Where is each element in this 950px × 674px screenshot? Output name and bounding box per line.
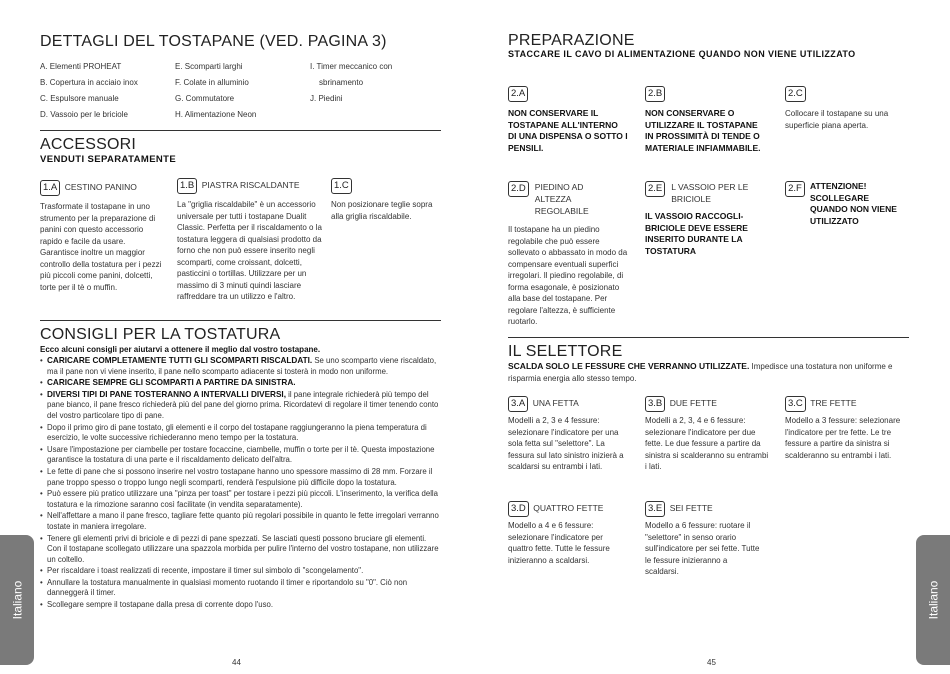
- tip-text: Per riscaldare i toast realizzati di recente, impostare il timer sul simbolo di "scongelamento".: [47, 566, 364, 576]
- part-item: H. Alimentazione Neon: [175, 110, 257, 119]
- part-item: D. Vassoio per le briciole: [40, 110, 128, 119]
- tip-text: Annullare la tostatura manualmente in qualsiasi momento ruotando il timer e riportandolo su "0". Ciò non danneggerà il timer.: [47, 577, 408, 598]
- language-tab: [0, 535, 34, 665]
- part-item: F. Colate in alluminio: [175, 78, 249, 87]
- part-item: G. Commutatore: [175, 94, 235, 103]
- accessory-label: PIASTRA RISCALDANTE: [201, 180, 300, 190]
- figure-badge: 3.C: [785, 396, 806, 412]
- prep-label: L VASSOIO PER LE BRICIOLE: [671, 182, 749, 204]
- selector-text: Modelli a 2, 3, 4 e 6 fessure: selezionare l'indicatore per due fette. Le due fessure a partire da sinistra si scalderanno su entrambi i lati.: [645, 416, 769, 471]
- selector-text: Modello a 3 fessure: selezionare l'indicatore per tre fette. Le tre fessure a partire da sinistra si scalderanno su entrambi i lati.: [785, 416, 901, 460]
- selector-3b: [645, 393, 770, 473]
- list-item: • Scollegare sempre il tostapane dalla presa di corrente dopo l'uso.: [40, 600, 273, 610]
- figure-badge: 2.F: [785, 181, 805, 197]
- list-item: • Può essere più pratico utilizzare una "pinza per toast" per tostare i pezzi più piccoli. L'inserimento, la verifica della tostatura e la rimozione saranno così facilitate (in vendita separatamente).: [40, 489, 439, 509]
- figure-badge: 1.A: [40, 180, 60, 196]
- section-subtitle-accessories: VENDUTI SEPARATAMENTE: [40, 154, 177, 165]
- accessory-text: La "griglia riscaldabile" è un accessorio universale per tutti i tostapane Dualit Classic. Perfetta per il riscaldamento o la tostatura leggera di qualsiasi prodotto da forno che non può essere inserito negli scomparti, come croissant, dolcetti, pasticcini o tortillas. Utilizzare per un massimo di 3 minuti quindi lasciare raffreddare tra un utilizzo e l'altro.: [177, 200, 322, 301]
- selector-intro-bold: SCALDA SOLO LE FESSURE CHE VERRANNO UTILIZZATE.: [508, 361, 750, 371]
- page-number: 44: [232, 658, 241, 667]
- prep-2b: [645, 83, 763, 154]
- prep-warning: IL VASSOIO RACCOGLI-BRICIOLE DEVE ESSERE INSERITO DURANTE LA TOSTATURA: [645, 211, 748, 256]
- prep-2f: [785, 181, 910, 227]
- tip-text: Nell'affettare a mano il pane fresco, tagliare fette quanto più regolari possibile in quanto le fette irregolari verranno tostate in maniera irregolare.: [47, 511, 439, 531]
- selector-text: Modelli a 2, 3 e 4 fessure: selezionare l'indicatore per una sola fetta sul "selettore". La fessura sul lato sinistro inizierà a scaldarsi su entrambi i lati.: [508, 416, 624, 471]
- selector-label: UNA FETTA: [532, 398, 579, 408]
- part-item: B. Copertura in acciaio inox: [40, 78, 138, 87]
- prep-warning: NON CONSERVARE O UTILIZZARE IL TOSTAPANE IN PROSSIMITÀ DI TENDE O MATERIALE INFIAMMABILE.: [645, 108, 761, 153]
- tip-bold: CARICARE COMPLETAMENTE TUTTI GLI SCOMPARTI RISCALDATI.: [47, 356, 313, 365]
- part-item: I. Timer meccanico con: [310, 62, 393, 71]
- figure-badge: 1.B: [177, 178, 197, 194]
- list-item: • Dopo il primo giro di pane tostato, gli elementi e il corpo del tostapane raggiungeranno la piena temperatura di esercizio, le volte successive richiederanno meno tempo per la tostatura.: [40, 422, 427, 443]
- divider: [508, 337, 909, 338]
- list-item: • Annullare la tostatura manualmente in qualsiasi momento ruotando il timer e riportandolo su "0". Ciò non danneggerà il timer.: [40, 577, 408, 598]
- language-tab-label: Italiano: [10, 580, 25, 620]
- part-item: C. Espulsore manuale: [40, 94, 119, 103]
- tips-intro: Ecco alcuni consigli per aiutarvi a ottenere il meglio dal vostro tostapane.: [40, 345, 321, 354]
- prep-warning: NON CONSERVARE IL TOSTAPANE ALL'INTERNO DI UNA DISPENSA O SOTTO I PENSILI.: [508, 108, 628, 153]
- tip-text: Può essere più pratico utilizzare una "pinza per toast" per tostare i pezzi più piccoli. L'inserimento, la verifica della tostatura e la rimozione saranno così facilitate (in vendita separatamente).: [47, 489, 439, 509]
- figure-badge: 2.A: [508, 86, 528, 102]
- accessory-label: CESTINO PANINO: [64, 182, 137, 192]
- figure-badge: 1.C: [331, 178, 352, 194]
- accessory-1b: [177, 175, 324, 303]
- figure-badge: 2.D: [508, 181, 529, 197]
- prep-2e: [645, 181, 770, 257]
- list-item: • DIVERSI TIPI DI PANE TOSTERANNO A INTERVALLI DIVERSI, il pane integrale richiederà più tempo del pane bianco, il pane fresco richiederà più del pane del giorno prima. Ricordatevi di regolare il timer tenendo conto del vostro particolare tipo di pane.: [40, 389, 439, 420]
- list-item: • Per riscaldare i toast realizzati di recente, impostare il timer sul simbolo di "scongelamento".: [40, 566, 364, 576]
- prep-text: Collocare il tostapane su una superficie piana aperta.: [785, 109, 889, 130]
- selector-3e: [645, 498, 760, 578]
- tips-list: [40, 356, 442, 612]
- selector-intro-text: Impedisce una tostatura non uniforme e risparmia energia allo stesso tempo.: [508, 362, 893, 383]
- selector-text: Modello a 6 fessure: ruotare il "selettore" in senso orario sull'indicatore per sei fette. Tutte le fessure inizieranno a scaldarsi.: [645, 521, 760, 576]
- list-item: • Le fette di pane che si possono inserire nel vostro tostapane hanno uno spessore massimo di 28 mm. Forzare il pane troppo spesso o troppo lungo negli scomparti, renderà l'espulsione più difficile dopo la tostatura.: [40, 466, 433, 487]
- page-title-preparation: PREPARAZIONE: [508, 32, 635, 49]
- section-title-accessories: ACCESSORI: [40, 136, 137, 153]
- prep-2d: [508, 181, 630, 328]
- section-title-tips: CONSIGLI PER LA TOSTATURA: [40, 326, 281, 343]
- list-item: • CARICARE SEMPRE GLI SCOMPARTI A PARTIRE DA SINISTRA.: [40, 378, 296, 388]
- figure-badge: 2.C: [785, 86, 806, 102]
- list-item: • CARICARE COMPLETAMENTE TUTTI GLI SCOMPARTI RISCALDATI. Se uno scomparto viene riscaldato, ma il pane non vi viene inserito, il pane nello scomparto adiacente si tosterà in modo non uniforme.: [40, 356, 437, 376]
- figure-badge: 2.E: [645, 181, 665, 197]
- figure-badge: 2.B: [645, 86, 665, 102]
- selector-text: Modello a 4 e 6 fessure: selezionare l'indicatore per quattro fette. Tutte le fessure inizieranno a scaldarsi.: [508, 521, 610, 565]
- tip-text: Dopo il primo giro di pane tostato, gli elementi e il corpo del tostapane raggiungeranno la piena temperatura di esercizio, le volte successive richiederanno meno tempo per la tostatura.: [47, 422, 427, 443]
- selector-3d: [508, 498, 630, 566]
- tip-text: il pane integrale richiederà più tempo del pane bianco, il pane fresco richiederà più del pane del giorno prima. Ricordatevi di regolare il timer tenendo conto del vostro particolare tipo di pane.: [47, 389, 439, 420]
- list-item: • Tenere gli elementi privi di briciole e di pezzi di pane spezzati. Se lasciati questi possono bruciare gli elementi. Con il tostapane scollegato utilizzare una spazzola morbida per pulire l'interno del vostro tostapane, non utilizzare un coltello.: [40, 533, 439, 564]
- tip-text: Tenere gli elementi privi di briciole e di pezzi di pane spezzati. Se lasciati questi possono bruciare gli elementi. Con il tostapane scollegato utilizzare una spazzola morbida per pulire l'interno del vostro tostapane, non utilizzare un coltello.: [47, 533, 439, 564]
- selector-intro: [508, 361, 913, 384]
- selector-label: QUATTRO FETTE: [533, 503, 604, 513]
- prep-text: Il tostapane ha un piedino regolabile che può essere sollevato o abbassato in modo da compensare eventuali superfici irregolari. Il piedino regolabile, di forma esagonale, è posizionato alla base del tostapane. Per regolare l'altezza, è sufficiente ruotarlo.: [508, 225, 628, 326]
- language-tab: [916, 535, 950, 665]
- page-number: 45: [707, 658, 716, 667]
- figure-badge: 3.D: [508, 501, 529, 517]
- parts-list-col3: [310, 59, 440, 107]
- page-title-details: DETTAGLI DEL TOSTAPANE (VED. PAGINA 3): [40, 33, 387, 50]
- list-item: • Nell'affettare a mano il pane fresco, tagliare fette quanto più regolari possibile in quanto le fette irregolari verranno tostate in maniera irregolare.: [40, 511, 439, 531]
- parts-list-col2: [175, 59, 305, 123]
- tip-bold: DIVERSI TIPI DI PANE TOSTERANNO A INTERVALLI DIVERSI,: [47, 389, 286, 399]
- accessory-1a: [40, 177, 165, 293]
- prep-label: PIEDINO AD ALTEZZA REGOLABILE: [534, 182, 589, 216]
- figure-badge: 3.E: [645, 501, 665, 517]
- selector-label: TRE FETTE: [810, 398, 857, 408]
- tip-text: Se uno scomparto viene riscaldato, ma il pane non vi viene inserito, il pane nello scomparto adiacente si tosterà in modo non uniforme.: [47, 356, 437, 376]
- list-item: • Usare l'impostazione per ciambelle per tostare focaccine, ciambelle, muffin o torte per il tè. Questa impostazione garantisce la tostatura di una parte e il riscaldamento delicato dell'altra.: [40, 444, 435, 465]
- selector-3a: [508, 393, 630, 473]
- selector-3c: [785, 393, 910, 461]
- language-tab-label: Italiano: [926, 580, 941, 620]
- accessory-text: Non posizionare teglie sopra alla griglia riscaldabile.: [331, 200, 433, 221]
- part-item: J. Piedini: [310, 94, 343, 103]
- part-item: A. Elementi PROHEAT: [40, 62, 122, 71]
- tip-text: Usare l'impostazione per ciambelle per tostare focaccine, ciambelle, muffin o torte per il tè. Questa impostazione garantisce la tostatura di una parte e il riscaldamento delicato dell'altra.: [47, 444, 435, 465]
- part-item: sbrinamento: [319, 78, 364, 87]
- prep-warning: ATTENZIONE! SCOLLEGARE QUANDO NON VIENE UTILIZZATO: [810, 181, 897, 226]
- divider: [40, 130, 441, 131]
- tip-text: Scollegare sempre il tostapane dalla presa di corrente dopo l'uso.: [47, 600, 273, 610]
- accessory-1c: [331, 175, 443, 222]
- selector-label: DUE FETTE: [669, 398, 717, 408]
- section-subtitle-preparation: STACCARE IL CAVO DI ALIMENTAZIONE QUANDO NON VIENE UTILIZZATO: [508, 49, 856, 59]
- figure-badge: 3.A: [508, 396, 528, 412]
- accessory-text: Trasformate il tostapane in uno strumento per la preparazione di panini con questo accessorio rapido e facile da usare. Garantisce inoltre un maggior controllo della tostatura per i pezzi più piccoli come panini, dolcetti, torte per il tè o muffin.: [40, 202, 162, 292]
- prep-2c: [785, 83, 907, 131]
- parts-list-col1: [40, 59, 180, 123]
- tip-bold: CARICARE SEMPRE GLI SCOMPARTI A PARTIRE DA SINISTRA.: [47, 378, 296, 388]
- part-item: E. Scomparti larghi: [175, 62, 243, 71]
- selector-label: SEI FETTE: [669, 503, 713, 513]
- tip-text: Le fette di pane che si possono inserire nel vostro tostapane hanno uno spessore massimo di 28 mm. Forzare il pane troppo spesso o troppo lungo negli scomparti, renderà l'espulsione più difficile dopo la tostatura.: [47, 466, 433, 487]
- figure-badge: 3.B: [645, 396, 665, 412]
- prep-2a: [508, 83, 628, 154]
- divider: [40, 320, 441, 321]
- section-title-selector: IL SELETTORE: [508, 343, 623, 360]
